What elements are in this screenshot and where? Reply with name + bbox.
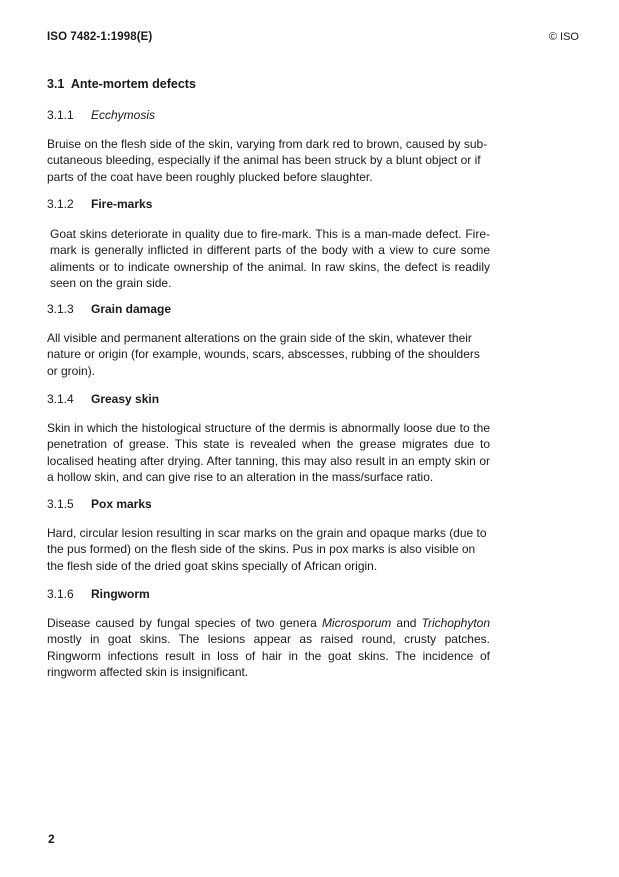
subsection-title: Grain damage	[91, 302, 172, 316]
section-number: 3.1	[47, 77, 65, 91]
subsection-heading-grain-damage	[47, 302, 171, 316]
subsection-number: 3.1.6	[47, 587, 74, 601]
section-title: Ante-mortem defects	[70, 77, 196, 91]
subsection-title: Pox marks	[91, 497, 152, 511]
subsection-title: Ringworm	[91, 587, 150, 601]
paragraph-greasy-skin: Skin in which the histological structure of the dermis is abnormally loose due to the penetration of grease. This state is revealed when the grease migrates due to localised heating after drying. After tanning, this may also result in an empty skin or a hollow skin, and can give rise to an alteration in the mass/surface ratio.	[47, 421, 490, 484]
ringworm-text-c: mostly in goat skins. The lesions appear as raised round, crusty patches. Ringworm infections result in loss of hair in the goat skins. The incidence of ringworm affected skin is insignificant.	[47, 632, 490, 679]
subsection-number: 3.1.3	[47, 302, 74, 316]
paragraph-fire-marks: Goat skins deteriorate in quality due to fire-mark. This is a man-made defect. Fire-mark is generally inflicted in different parts of the body with a view to cure some aliments or to indicate ownership of the animal. In raw skins, the defect is readily seen on the grain side.	[50, 227, 490, 290]
subsection-number: 3.1.1	[47, 108, 74, 122]
document-header-standard: ISO 7482-1:1998(E)	[47, 31, 153, 43]
subsection-heading-fire-marks	[47, 197, 152, 211]
page-number: 2	[48, 832, 55, 846]
subsection-heading-ecchymosis	[47, 108, 155, 122]
subsection-number: 3.1.2	[47, 197, 74, 211]
genus-microsporum: Microsporum	[321, 616, 392, 630]
paragraph-ecchymosis: Bruise on the flesh side of the skin, varying from dark red to brown, caused by sub-cutaneous bleeding, especially if the animal has been struck by a blunt object or if parts of the coat have been roughly plucked before slaughter.	[47, 137, 488, 184]
subsection-title: Fire-marks	[91, 197, 153, 211]
subsection-heading-greasy-skin	[47, 392, 159, 406]
subsection-number: 3.1.5	[47, 497, 74, 511]
genus-trichophyton: Trichophyton	[421, 616, 490, 630]
paragraph-pox-marks: Hard, circular lesion resulting in scar marks on the grain and opaque marks (due to the pus formed) on the flesh side of the skins. Pus in pox marks is also visible on the flesh side of the dried goat skins specially of African origin.	[47, 526, 487, 573]
ringworm-text-b: and	[391, 616, 422, 630]
subsection-number: 3.1.4	[47, 392, 74, 406]
paragraph-ringworm	[47, 615, 490, 680]
subsection-title: Greasy skin	[91, 392, 160, 406]
paragraph-grain-damage: All visible and permanent alterations on the grain side of the skin, whatever their nature or origin (for example, wounds, scars, abscesses, rubbing of the shoulders or groin).	[47, 331, 480, 378]
section-heading	[47, 77, 196, 91]
document-header-copyright: © ISO	[548, 31, 579, 43]
subsection-title: Ecchymosis	[91, 108, 156, 122]
subsection-heading-pox-marks	[47, 497, 152, 511]
ringworm-text-a: Disease caused by fungal species of two genera	[47, 616, 322, 630]
subsection-heading-ringworm	[47, 587, 150, 601]
